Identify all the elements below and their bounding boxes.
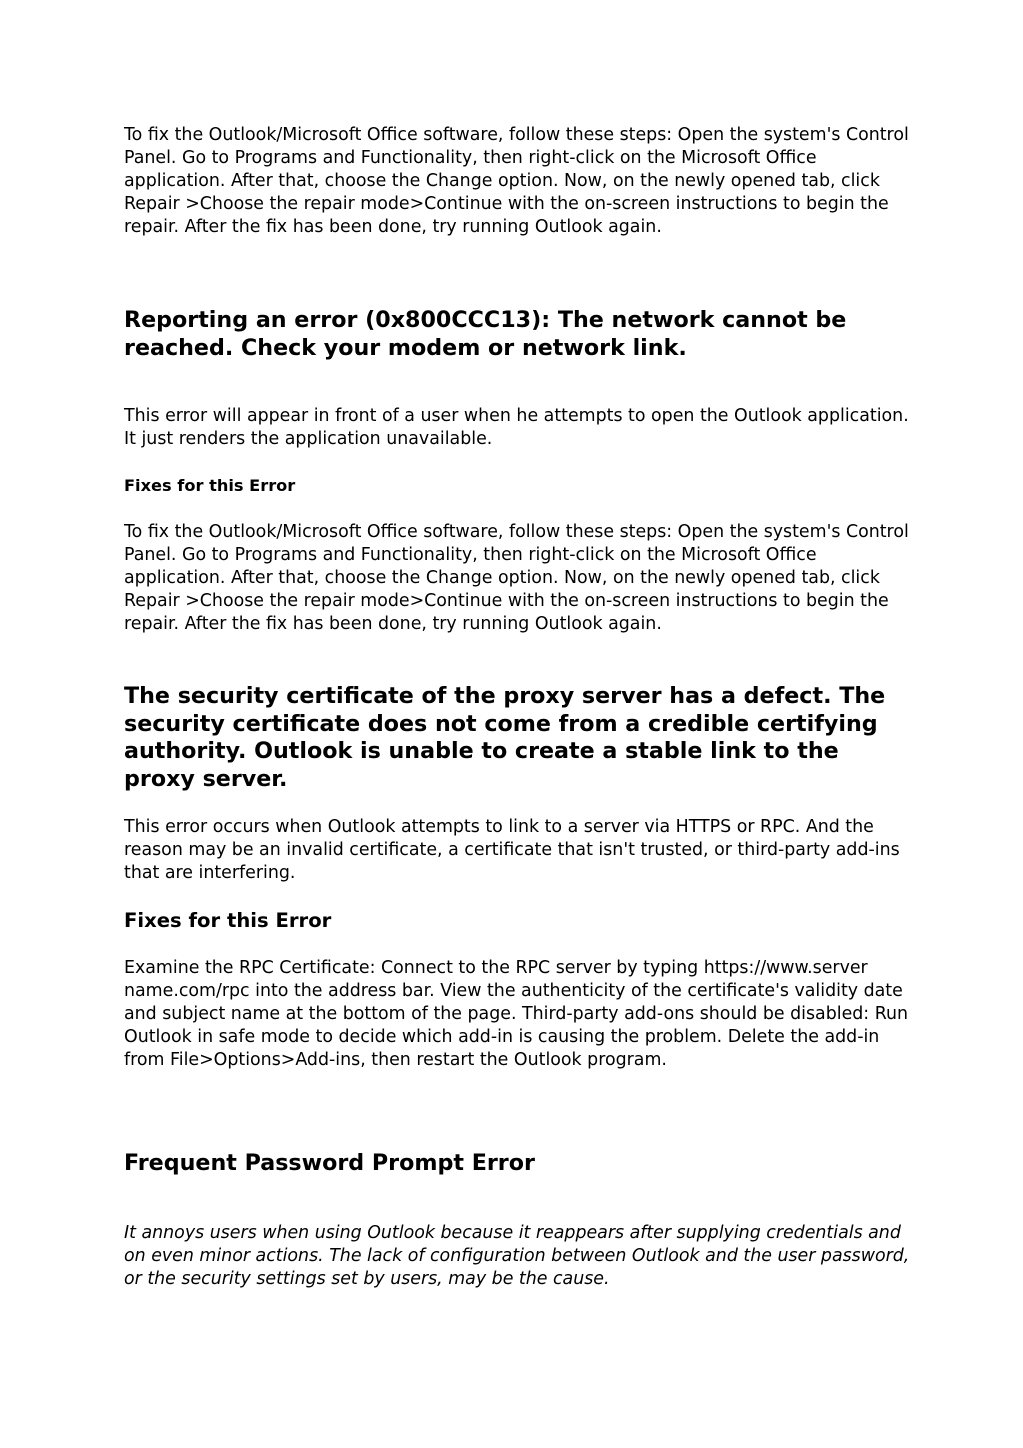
subheading-fixes-1: Fixes for this Error	[124, 476, 296, 495]
paragraph-fix-intro: To fix the Outlook/Microsoft Office software, follow these steps: Open the system's Control Panel. Go to Programs and Functionality, then right-click on the Microsoft Office application. After that, choose the Change option. Now, on the newly opened tab, click Repair >Choose the repair mode>Continue with the on-screen instructions to begin the repair. After the fix has been done, try running Outlook again.	[124, 125, 909, 237]
paragraph-certificate: This error occurs when Outlook attempts to link to a server via HTTPS or RPC. And the reason may be an invalid certificate, a certificate that isn't trusted, or third-party add-ins that are interfering.	[124, 817, 900, 883]
subheading-fixes-2: Fixes for this Error	[124, 909, 332, 932]
paragraph-rpc-certificate: Examine the RPC Certificate: Connect to the RPC server by typing https://www.server name.com/rpc into the address bar. View the authenticity of the certificate's validity date and subject name at the bottom of the page. Third-party add-ons should be disabled: Run Outlook in safe mode to decide which add-in is causing the problem. Delete the add-in from File>Options>Add-ins, then restart the Outlook program.	[124, 958, 909, 1070]
heading-certificate: The security certificate of the proxy server has a defect. The security certificate does not come from a credible certifying authority. Outlook is unable to create a stable link to the proxy server.	[124, 683, 886, 792]
paragraph-network-error: This error will appear in front of a user when he attempts to open the Outlook application. It just renders the application unavailable.	[124, 406, 909, 449]
heading-network-error: Reporting an error (0x800CCC13): The network cannot be reached. Check your modem or network link.	[124, 307, 847, 361]
paragraph-fix-repeat: To fix the Outlook/Microsoft Office software, follow these steps: Open the system's Control Panel. Go to Programs and Functionality, then right-click on the Microsoft Office application. After that, choose the Change option. Now, on the newly opened tab, click Repair >Choose the repair mode>Continue with the on-screen instructions to begin the repair. After the fix has been done, try running Outlook again.	[124, 522, 909, 634]
paragraph-password-prompt: It annoys users when using Outlook because it reappears after supplying credentials and on even minor actions. The lack of configuration between Outlook and the user password, or the security settings set by users, may be the cause.	[124, 1223, 910, 1289]
heading-password-prompt: Frequent Password Prompt Error	[124, 1150, 535, 1176]
